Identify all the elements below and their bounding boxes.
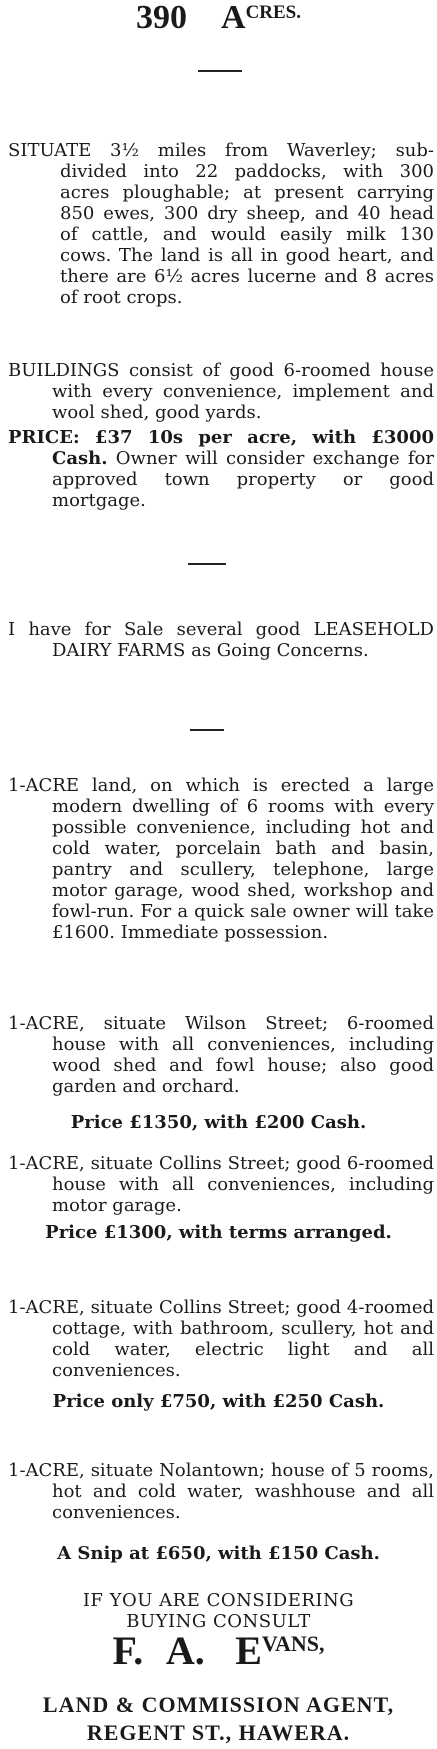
headline-word-rest: CRES. xyxy=(245,2,301,23)
acre-listing-5-price: A Snip at £650, with £150 Cash. xyxy=(57,1543,380,1564)
consult-line-2: BUYING CONSULT xyxy=(126,1611,311,1632)
agent-surname-initial: E xyxy=(235,1628,262,1673)
agent-initial-a: A. xyxy=(165,1628,205,1673)
divider-rule xyxy=(188,563,226,565)
leasehold-paragraph: I have for Sale several good LEASEHOLD DAIRY FARMS as Going Concerns. xyxy=(8,619,434,661)
price-paragraph xyxy=(8,427,434,511)
headline-word-initial: A xyxy=(221,0,246,36)
acre-listing-1: 1-ACRE land, on which is erected a large modern dwelling of 6 rooms with every possible convenience, including hot and cold water, porcelain bath and basin, pantry and scullery, telephone, large motor garage, wood shed, workshop and fowl-run. For a quick sale owner will take £1600. Immediate possession. xyxy=(8,775,434,943)
agent-name xyxy=(0,1628,437,1673)
headline xyxy=(0,2,437,39)
agent-initial-f: F. xyxy=(112,1628,144,1673)
acre-listing-5: 1-ACRE, situate Nolantown; house of 5 rooms, hot and cold water, washhouse and all conveniences. xyxy=(8,1460,434,1523)
consult-line-1: IF YOU ARE CONSIDERING xyxy=(82,1590,355,1611)
divider-rule xyxy=(190,729,224,731)
acre-listing-3: 1-ACRE, situate Collins Street; good 6-roomed house with all conveniences, including motor garage. xyxy=(8,1153,434,1216)
agent-surname-rest: VANS, xyxy=(261,1631,325,1656)
acre-listing-2: 1-ACRE, situate Wilson Street; 6-roomed house with all conveniences, including wood shed and fowl house; also good garden and orchard. xyxy=(8,1013,434,1097)
acre-listing-2-price: Price £1350, with £200 Cash. xyxy=(70,1112,367,1133)
headline-number: 390 xyxy=(136,0,187,36)
agent-title: LAND & COMMISSION AGENT, xyxy=(42,1692,395,1717)
acre-listing-4: 1-ACRE, situate Collins Street; good 4-roomed cottage, with bathroom, scullery, hot and cold water, electric light and all conveniences. xyxy=(8,1297,434,1381)
price-rest-text: Owner will consider exchange for approved town property or good mortgage. xyxy=(52,448,434,511)
agent-address: REGENT ST., HAWERA. xyxy=(86,1720,351,1745)
acre-listing-3-price: Price £1300, with terms arranged. xyxy=(45,1222,392,1243)
buildings-paragraph: BUILDINGS consist of good 6-roomed house with every convenience, implement and wool shed, good yards. xyxy=(8,360,434,423)
situate-paragraph: SITUATE 3½ miles from Waverley; sub-divided into 22 paddocks, with 300 acres ploughable; at present carrying 850 ewes, 300 dry sheep, and 40 head of cattle, and would easily milk 130 cows. The land is all in good heart, and there are 6½ acres lucerne and 8 acres of root crops. xyxy=(8,140,434,308)
divider-rule xyxy=(198,70,242,72)
price-bold-text: PRICE: £37 10s per acre, with £3000 Cash. xyxy=(8,427,434,469)
acre-listing-4-price: Price only £750, with £250 Cash. xyxy=(52,1391,385,1412)
